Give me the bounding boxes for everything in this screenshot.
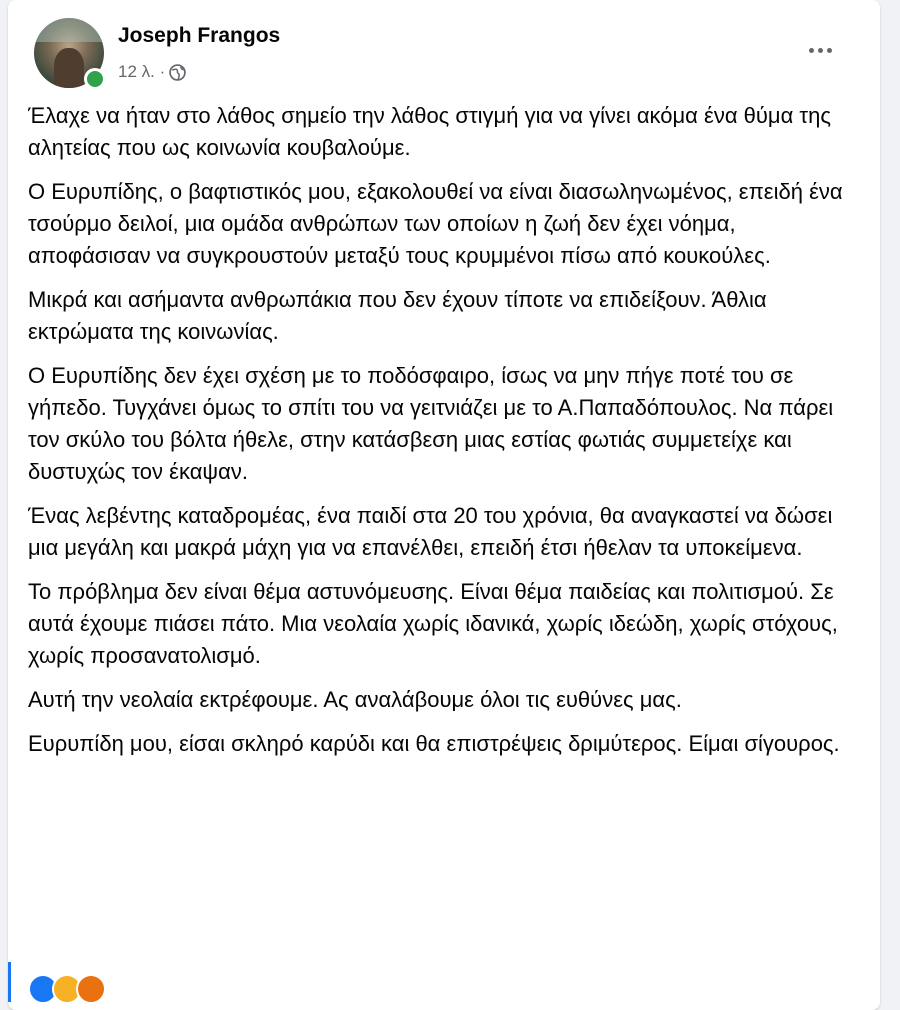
author-name[interactable]: Joseph Frangos	[118, 24, 281, 47]
reactions-bar	[28, 974, 868, 1004]
post-paragraph: Ο Ευρυπίδης δεν έχει σχέση με το ποδόσφαιρο, ίσως να μην πήγε ποτέ του σε γήπεδο. Τυγχάνει όμως το σπίτι του να γειτνιάζει με το Α.Παπαδόπουλος. Να πάρει τον σκύλο του βόλτα ήθελε, στην κατάσβεση μιας εστίας φωτιάς συμμετείχε και δυστυχώς τον έκαψαν.	[28, 363, 834, 484]
more-options-button[interactable]	[798, 30, 842, 70]
online-status-icon	[84, 68, 106, 90]
post-paragraph: Μικρά και ασήμαντα ανθρωπάκια που δεν έχουν τίποτε να επιδείξουν. Άθλια εκτρώματα της κοινωνίας.	[28, 287, 767, 344]
more-options-icon	[809, 48, 814, 53]
angry-icon	[76, 974, 106, 1004]
post-paragraph: Το πρόβλημα δεν είναι θέμα αστυνόμευσης. Είναι θέμα παιδείας και πολιτισμού. Σε αυτά έχουμε πιάσει πάτο. Μια νεολαία χωρίς ιδανικά, χωρίς ιδεώδη, χωρίς στόχους, χωρίς προσανατολισμό.	[28, 579, 838, 668]
reaction-icons[interactable]	[28, 974, 100, 1004]
post-paragraph: Ο Ευρυπίδης, ο βαφτιστικός μου, εξακολουθεί να είναι διασωληνωμένος, επειδή ένα τσούρμο δειλοί, μια ομάδα ανθρώπων των οποίων η ζωή δεν έχει νόημα, αποφάσισαν να συγκρουστούν μεταξύ τους κρυμμένοι πίσω από κουκούλες.	[28, 179, 843, 268]
post-paragraph: Ένας λεβέντης καταδρομέας, ένα παιδί στα 20 του χρόνια, θα αναγκαστεί να δώσει μια μεγάλη και μακρά μάχη για να επανέλθει, επειδή έτσι ήθελαν τα υποκείμενα.	[28, 503, 833, 560]
post-text	[28, 100, 858, 772]
focus-indicator	[8, 962, 11, 1002]
post-meta	[118, 61, 186, 83]
post-paragraph: Ευρυπίδη μου, είσαι σκληρό καρύδι και θα επιστρέψεις δριμύτερος. Είμαι σίγουρος.	[28, 731, 840, 756]
post-timestamp[interactable]: 12 λ. ·	[118, 62, 166, 81]
post-paragraph: Αυτή την νεολαία εκτρέφουμε. Ας αναλάβουμε όλοι τις ευθύνες μας.	[28, 687, 682, 712]
globe-icon[interactable]	[169, 64, 186, 81]
post-card	[8, 0, 880, 1010]
post-paragraph: Έλαχε να ήταν στο λάθος σημείο την λάθος στιγμή για να γίνει ακόμα ένα θύμα της αλητείας που ως κοινωνία κουβαλούμε.	[28, 103, 831, 160]
